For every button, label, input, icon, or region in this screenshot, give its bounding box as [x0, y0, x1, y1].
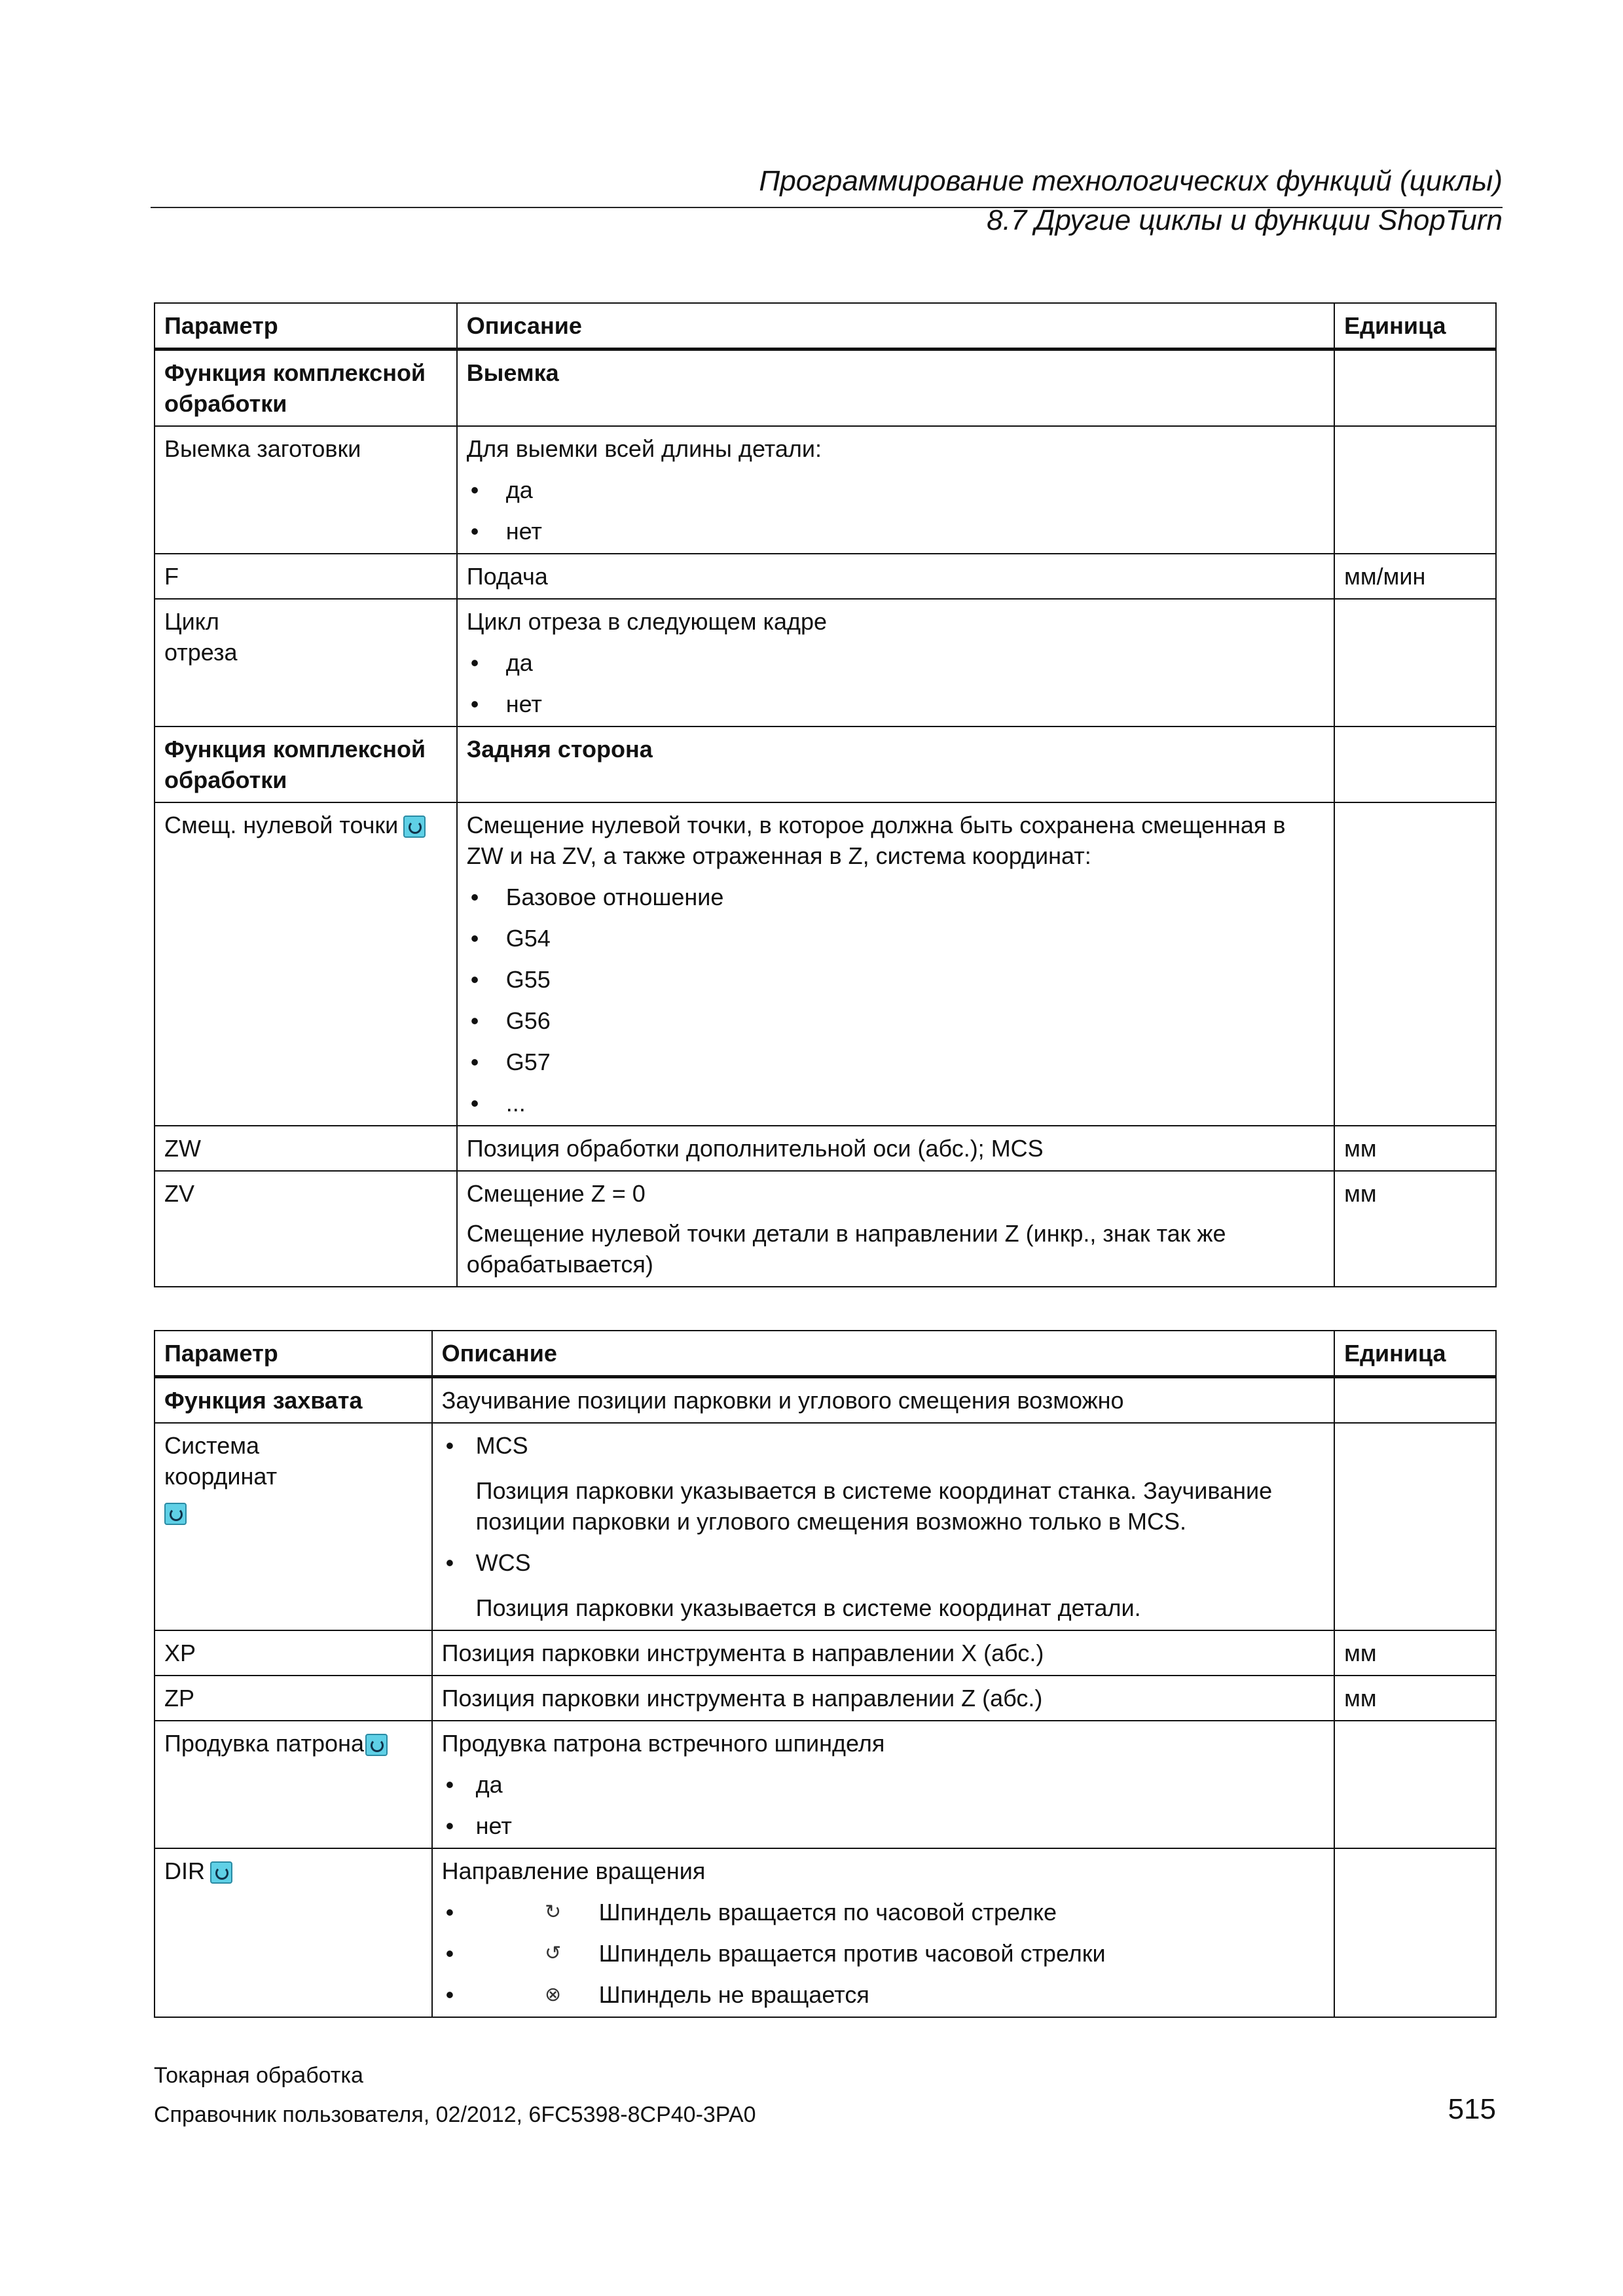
table-row [155, 1848, 1496, 2017]
list-item: • G57 [467, 1047, 1324, 1077]
param-cell: ZP [155, 1676, 432, 1721]
desc-cell [432, 1423, 1334, 1630]
desc-text: Цикл отреза в следующем кадре [466, 608, 828, 635]
param-line: Система [164, 1432, 259, 1459]
desc-cell: Позиция обработки дополнительной оси (абс.); MCS [457, 1126, 1334, 1171]
desc-cell: Позиция парковки инструмента в направлении X (абс.) [432, 1630, 1334, 1676]
list-item: • нет [467, 516, 1324, 547]
parameter-table-1 [154, 302, 1497, 1287]
desc-text: Направление вращения [441, 1857, 706, 1884]
unit-cell: мм [1334, 1630, 1496, 1676]
table-row [155, 1721, 1496, 1848]
param-line: координат [164, 1463, 278, 1490]
param-cell: F [155, 554, 457, 599]
dir-text: Шпиндель вращается против часовой стрелки [598, 1940, 1106, 1967]
table-header-row [155, 303, 1496, 350]
header-unit: Единица [1334, 303, 1496, 350]
param-line: Цикл [164, 608, 219, 635]
list-item: • нет [467, 689, 1324, 719]
desc-cell: Задняя сторона [457, 726, 1334, 802]
desc-cell [457, 426, 1334, 554]
unit-cell [1334, 1423, 1496, 1630]
option-list [442, 1897, 1324, 2010]
param-cell: ZW [155, 1126, 457, 1171]
table-row [155, 426, 1496, 554]
item-description: Позиция парковки указывается в системе координат станка. Заучивание позиции парковки и углового смещения возможно только в MCS. [475, 1477, 1273, 1535]
param-cell [155, 1721, 432, 1848]
unit-cell: мм/мин [1334, 554, 1496, 599]
table-row [155, 726, 1496, 802]
desc-cell: Заучивание позиции парковки и углового смещения возможно [432, 1377, 1334, 1424]
table-header-row [155, 1331, 1496, 1377]
list-item: • G54 [467, 923, 1324, 954]
unit-cell: мм [1334, 1676, 1496, 1721]
page-number: 515 [1448, 2093, 1496, 2125]
list-item [442, 1938, 1324, 1969]
desc-text: Продувка патрона встречного шпинделя [441, 1730, 885, 1757]
option-list [442, 1430, 1324, 1623]
param-cell [155, 802, 457, 1126]
desc-cell [432, 1848, 1334, 2017]
desc-text: Смещение Z = 0 [466, 1180, 646, 1207]
rotate-ccw-icon: • ↺ [545, 1942, 562, 1965]
unit-cell [1334, 802, 1496, 1126]
toggle-select-icon [164, 1503, 187, 1525]
list-item: • G56 [467, 1005, 1324, 1036]
table-row [155, 1676, 1496, 1721]
desc-text-extra: Смещение нулевой точки детали в направлении Z (инкр., знак так же обрабатывается) [466, 1220, 1226, 1278]
param-label: Продувка патрона [164, 1730, 364, 1757]
header-desc: Описание [432, 1331, 1334, 1377]
desc-cell: Подача [457, 554, 1334, 599]
unit-cell [1334, 1848, 1496, 2017]
table-row [155, 554, 1496, 599]
unit-cell: мм [1334, 1171, 1496, 1287]
list-item [442, 1897, 1324, 1928]
unit-cell: мм [1334, 1126, 1496, 1171]
param-cell: ZV [155, 1171, 457, 1287]
desc-cell: Выемка [457, 350, 1334, 427]
footer-reference: Справочник пользователя, 02/2012, 6FC5398-8CP40-3PA0 [154, 2102, 756, 2127]
list-item: • Базовое отношение [467, 882, 1324, 912]
unit-cell [1334, 599, 1496, 726]
toggle-select-icon [365, 1734, 388, 1756]
header-param: Параметр [155, 1331, 432, 1377]
header-desc: Описание [457, 303, 1334, 350]
unit-cell [1334, 726, 1496, 802]
unit-cell [1334, 1721, 1496, 1848]
list-item: • MCS [442, 1430, 1324, 1461]
table-row [155, 1126, 1496, 1171]
header-unit: Единица [1334, 1331, 1496, 1377]
item-description: Позиция парковки указывается в системе координат детали. [475, 1594, 1141, 1621]
list-item: • WCS [442, 1547, 1324, 1578]
spindle-stop-icon: • ⊗ [545, 1983, 562, 2006]
option-list [442, 1769, 1324, 1841]
table-row [155, 1377, 1496, 1424]
toggle-select-icon [210, 1861, 232, 1884]
param-label: Смещ. нулевой точки [164, 812, 399, 838]
list-item: • G55 [467, 964, 1324, 995]
option-list [467, 475, 1324, 547]
param-cell: XP [155, 1630, 432, 1676]
param-label: DIR [164, 1857, 205, 1884]
param-cell: Функция комплексной обработки [155, 350, 457, 427]
unit-cell [1334, 1377, 1496, 1424]
table-row [155, 1423, 1496, 1630]
desc-cell: Позиция парковки инструмента в направлении Z (абс.) [432, 1676, 1334, 1721]
list-item: • да [467, 475, 1324, 505]
param-line: отреза [164, 639, 238, 666]
list-item: • да [467, 647, 1324, 678]
param-cell: Функция комплексной обработки [155, 726, 457, 802]
unit-cell [1334, 426, 1496, 554]
header-param: Параметр [155, 303, 457, 350]
list-item: • нет [442, 1810, 1324, 1841]
table-row [155, 1171, 1496, 1287]
table-row [155, 350, 1496, 427]
desc-cell [457, 802, 1334, 1126]
list-item: • ... [467, 1088, 1324, 1119]
param-cell [155, 1848, 432, 2017]
dir-text: Шпиндель не вращается [598, 1981, 869, 2008]
list-item [442, 1979, 1324, 2010]
table-row [155, 1630, 1496, 1676]
rotate-cw-icon: • ↻ [545, 1901, 562, 1924]
parameter-table-2 [154, 1330, 1497, 2018]
param-cell [155, 1423, 432, 1630]
param-cell [155, 599, 457, 726]
list-item: • да [442, 1769, 1324, 1800]
desc-cell [457, 599, 1334, 726]
table-row [155, 802, 1496, 1126]
dir-text: Шпиндель вращается по часовой стрелке [598, 1899, 1057, 1926]
unit-cell [1334, 350, 1496, 427]
desc-text: Смещение нулевой точки, в которое должна быть сохранена смещенная в ZW и на ZV, а также отраженная в Z, система координат: [466, 812, 1286, 869]
option-list [467, 882, 1324, 1119]
option-list [467, 647, 1324, 719]
desc-cell [432, 1721, 1334, 1848]
table-row [155, 599, 1496, 726]
param-cell: Функция захвата [155, 1377, 432, 1424]
footer-title: Токарная обработка [154, 2063, 363, 2088]
header-section: 8.7 Другие циклы и функции ShopTurn [987, 204, 1503, 236]
desc-cell [457, 1171, 1334, 1287]
header-title: Программирование технологических функций (циклы) [151, 165, 1503, 208]
toggle-select-icon [403, 816, 426, 838]
desc-text: Для выемки всей длины детали: [466, 435, 822, 462]
param-cell: Выемка заготовки [155, 426, 457, 554]
